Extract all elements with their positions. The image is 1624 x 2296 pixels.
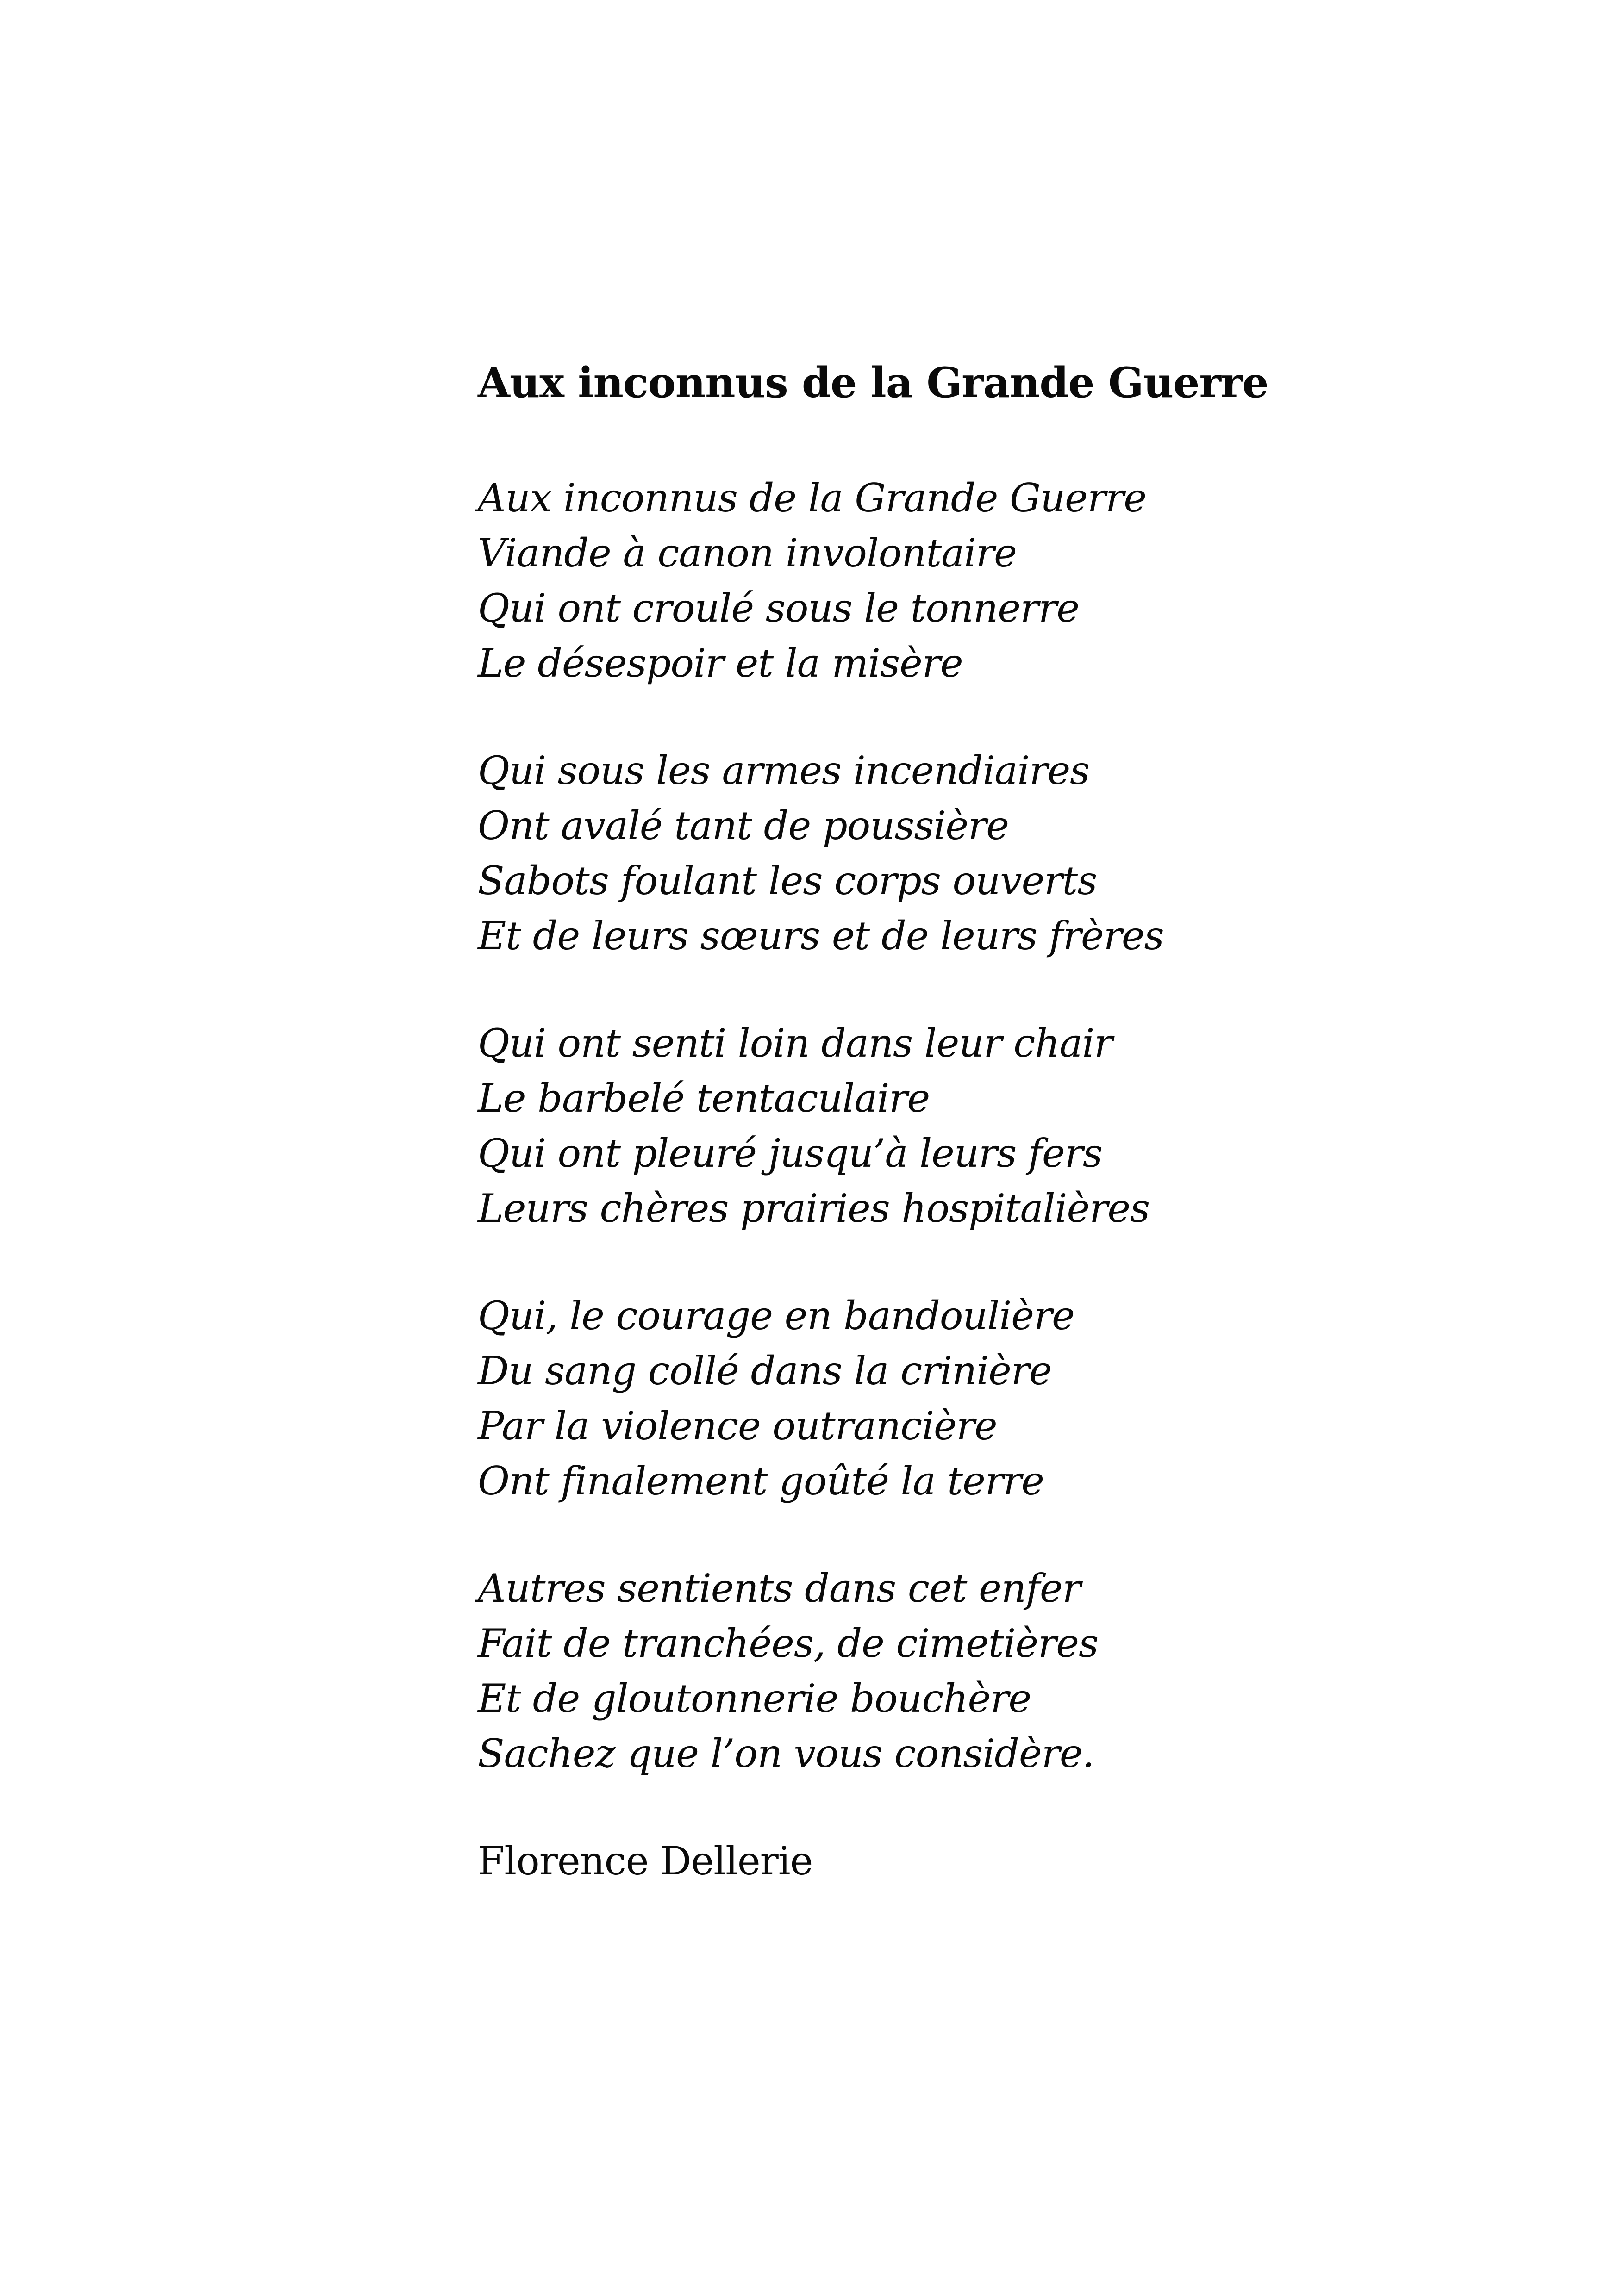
poem-line: Et de gloutonnerie bouchère	[478, 1676, 1031, 1721]
poem-line: Qui, le courage en bandoulière	[478, 1293, 1074, 1338]
poem-line: Sachez que l’on vous considère.	[478, 1731, 1094, 1776]
poem-line: Ont avalé tant de poussière	[478, 803, 1009, 848]
poem-line: Du sang collé dans la crinière	[478, 1348, 1052, 1394]
poem-line: Le désespoir et la misère	[478, 641, 963, 686]
poem-line: Qui sous les armes incendiaires	[478, 748, 1090, 793]
poem-line: Et de leurs sœurs et de leurs frères	[478, 913, 1164, 958]
poem-line: Qui ont senti loin dans leur chair	[478, 1020, 1112, 1066]
stanza	[478, 1561, 1450, 1781]
poem-line: Viande à canon involontaire	[478, 530, 1017, 576]
stanza	[478, 471, 1450, 691]
poem-line: Qui ont pleuré jusqu’à leurs fers	[478, 1131, 1102, 1176]
poem-line: Le barbelé tentaculaire	[478, 1076, 930, 1121]
poem-line: Aux inconnus de la Grande Guerre	[478, 475, 1146, 521]
poem	[478, 355, 1450, 1889]
poem-line: Fait de tranchées, de cimetières	[478, 1621, 1099, 1666]
stanza	[478, 1016, 1450, 1236]
stanza	[478, 1288, 1450, 1509]
stanza	[478, 743, 1450, 964]
poem-line: Qui ont croulé sous le tonnerre	[478, 585, 1079, 631]
poem-title: Aux inconnus de la Grande Guerre	[478, 358, 1268, 407]
poem-line: Par la violence outrancière	[478, 1403, 997, 1449]
poem-line: Ont finalement goûté la terre	[478, 1458, 1044, 1504]
poem-line: Autres sentients dans cet enfer	[478, 1566, 1081, 1611]
poem-line: Sabots foulant les corps ouverts	[478, 858, 1097, 903]
author-name: Florence Dellerie	[478, 1838, 813, 1884]
poem-line: Leurs chères prairies hospitalières	[478, 1186, 1150, 1231]
